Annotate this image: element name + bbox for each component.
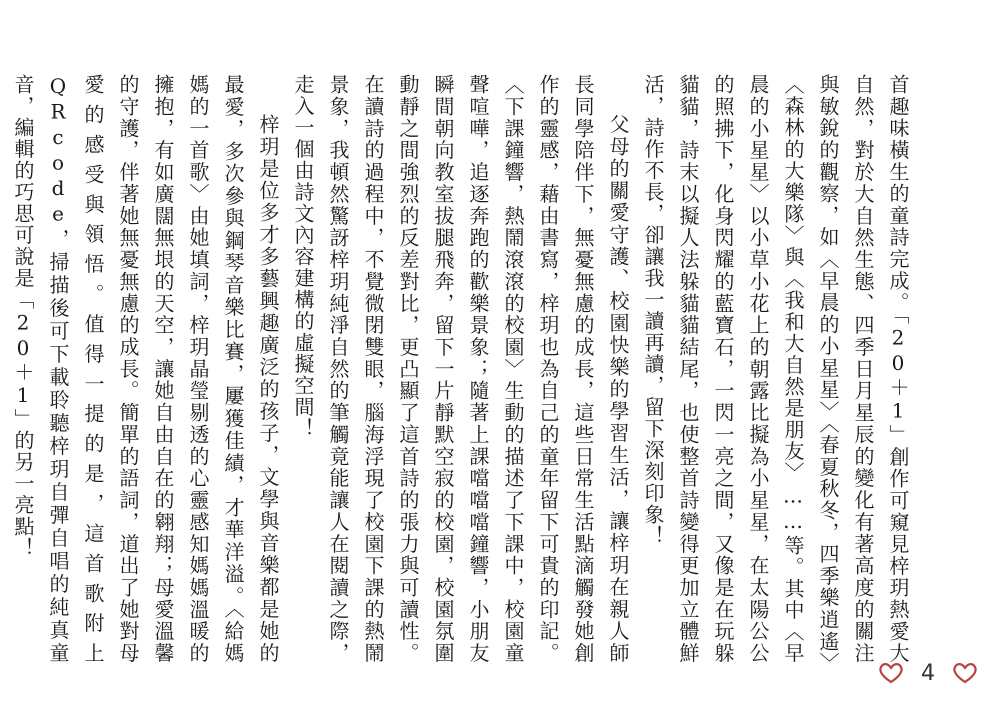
page-number: 4 — [921, 660, 935, 686]
paragraph-1: 首趣味橫生的童詩完成。「20＋1」創作可窺見梓玥熱愛大自然，對於大自然生態、四季日月星辰的變化有著高度的關注與敏銳的觀察，如〈早晨的小星星〉〈春夏秋冬，四季樂逍遙〉〈森林的大樂隊〉與〈我和大自然是朋友〉……等。其中〈早晨的小星星〉以小草小花上的朝露比擬為小星星，在太陽公公的照拂下，化身閃耀的藍寶石，一閃一亮之間，又像是在玩躲貓貓，詩末以擬人法躲貓貓結尾，也使整首詩變得更加立體鮮活，詩作不長，卻讓我一讀再讀，留下深刻印象！ — [641, 74, 910, 664]
paragraph-4 — [0, 74, 5, 664]
body-text — [0, 74, 915, 664]
paragraph-3: 梓玥是位多才多藝興趣廣泛的孩子，文學與音樂都是她的最愛，多次參與鋼琴音樂比賽，屢獲佳績，才華洋溢。〈給媽媽的一首歌〉由她填詞，梓玥晶瑩剔透的心靈感知媽媽溫暖的擁抱，有如廣闊無垠的天空，讓她自由自在的翱翔；母愛溫馨的守護，伴著她無憂無慮的成長。簡單的語詞，道出了她對母愛的感受與領悟。值得一提的是，這首歌附上QRcode，掃描後可下載聆聽梓玥自彈自唱的純真童音，編輯的巧思可說是「20＋1」的另一亮點！ — [11, 74, 280, 664]
heart-icon — [952, 662, 978, 684]
heart-icon — [878, 662, 904, 684]
paragraph-2: 父母的關愛守護、校園快樂的學習生活，讓梓玥在親人師長同學陪伴下，無憂無慮的成長，這些日常生活點滴觸發她創作的靈感，藉由書寫，梓玥也為自己的童年留下可貴的印記。〈下課鐘響，熱鬧滾滾的校園〉生動的描述了下課中，校園童聲喧嘩，追逐奔跑的歡樂景象；隨著上課噹噹噹鐘響，小朋友瞬間朝向教室拔腿飛奔，留下一片靜默空寂的校園，校園氛圍動靜之間強烈的反差對比，更凸顯了這首詩的張力與可讀性。在讀詩的過程中，不覺微閉雙眼，腦海浮現了校園下課的熱鬧景象，我頓然驚訝梓玥純淨自然的筆觸竟能讓人在閱讀之際，走入一個由詩文內容建構的虛擬空間！ — [291, 74, 630, 664]
page-footer — [878, 658, 978, 688]
